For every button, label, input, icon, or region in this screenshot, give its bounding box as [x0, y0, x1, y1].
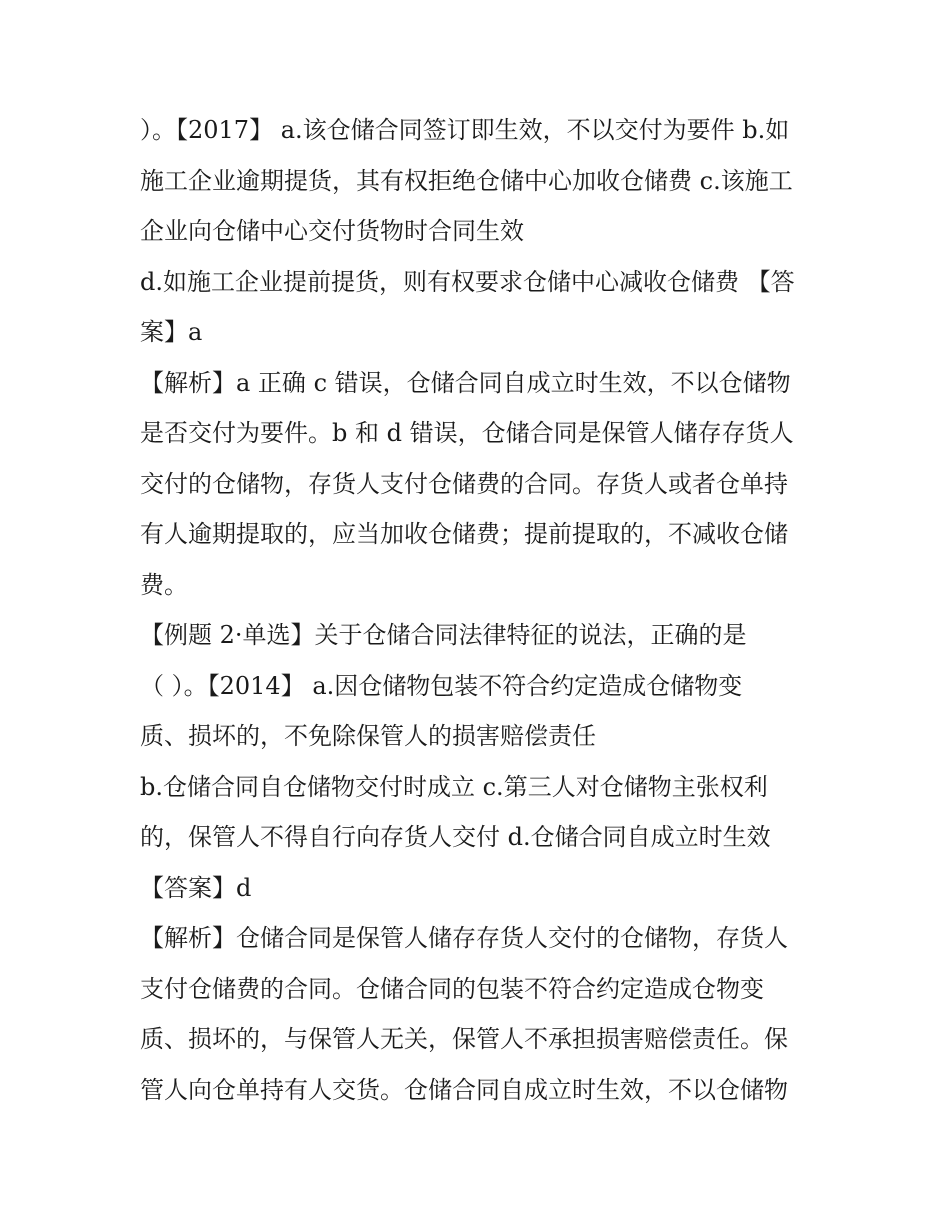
text-line: 交付的仓储物，存货人支付仓储费的合同。存货人或者仓单持	[140, 469, 788, 498]
text-line: 费。	[140, 570, 188, 599]
text-line: 【例题 2·单选】关于仓储合同法律特征的说法，正确的是	[140, 621, 747, 649]
text-line: 案】a	[140, 318, 203, 346]
text-line: ）。【2017】 a.该仓储合同签订即生效，不以交付为要件 b.如	[140, 116, 790, 144]
text-line: 【解析】仓储合同是保管人储存存货人交付的仓储物，存货人	[140, 924, 788, 952]
document-body	[140, 105, 820, 1115]
text-line: 【解析】a 正确 c 错误，仓储合同自成立时生效，不以仓储物	[140, 368, 791, 397]
text-line: （ ）。【2014】 a.因仓储物包装不符合约定造成仓储物变	[140, 671, 743, 700]
text-line: 企业向仓储中心交付货物时合同生效	[140, 217, 524, 245]
text-line: 的，保管人不得自行向存货人交付 d.仓储合同自成立时生效	[140, 823, 771, 851]
text-line: 管人向仓单持有人交货。仓储合同自成立时生效，不以仓储物	[140, 1075, 788, 1104]
text-line: d.如施工企业提前提货，则有权要求仓储中心减收仓储费 【答	[140, 267, 795, 296]
text-line: 有人逾期提取的，应当加收仓储费；提前提取的，不减收仓储	[140, 520, 788, 548]
text-line: 质、损坏的，与保管人无关，保管人不承担损害赔偿责任。保	[140, 1025, 788, 1053]
text-line: 支付仓储费的合同。仓储合同的包装不符合约定造成仓物变	[140, 974, 764, 1003]
text-line: 是否交付为要件。b 和 d 错误，仓储合同是保管人储存存货人	[140, 419, 794, 447]
text-line: b.仓储合同自仓储物交付时成立 c.第三人对仓储物主张权利	[140, 772, 768, 801]
text-line: 【答案】d	[140, 873, 252, 902]
text-line: 施工企业逾期提货，其有权拒绝仓储中心加收仓储费 c.该施工	[140, 166, 793, 195]
text-line: 质、损坏的，不免除保管人的损害赔偿责任	[140, 722, 596, 750]
